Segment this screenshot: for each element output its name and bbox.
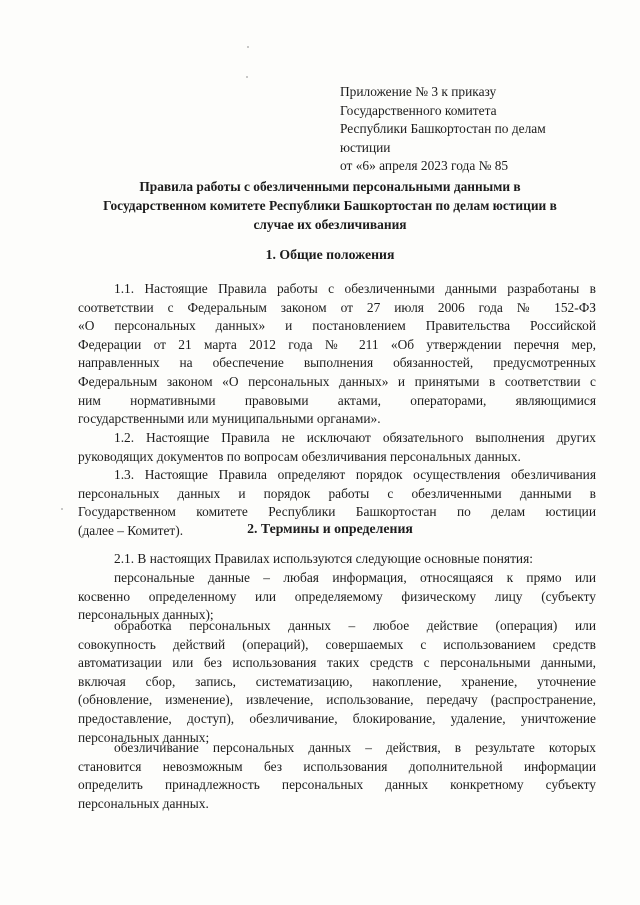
text-line: Федеральным законом «О персональных данных» и принятыми в соответствии с <box>78 373 596 389</box>
definition-processing <box>78 617 596 747</box>
text-line: персональных данных; <box>78 729 210 745</box>
text-line: персональных данных. <box>78 795 209 811</box>
appendix-line: Государственного комитета <box>340 102 497 118</box>
text-line: становится невозможным без использования дополнительной информации <box>78 758 596 774</box>
text-line: автоматизации или без использования таких средств с персональными данными, <box>78 655 596 671</box>
scan-speck <box>61 508 63 510</box>
appendix-line: Республики Башкортостан по делам <box>340 121 546 137</box>
text-line: предоставление, доступ), обезличивание, блокирование, удаление, уничтожение <box>78 710 596 726</box>
text-line: персональных данных и порядок работы с обезличенными данными в <box>78 485 596 501</box>
text-line: 2.1. В настоящих Правилах используются следующие основные понятия: <box>114 551 533 566</box>
appendix-line: Приложение № 3 к приказу <box>340 84 497 99</box>
text-line: включая сбор, запись, систематизацию, накопление, хранение, уточнение <box>78 673 596 689</box>
appendix-line: юстиции <box>340 139 391 155</box>
text-line: совокупность действий (операций), совершаемых с использованием средств <box>78 636 596 652</box>
text-line: косвенно определенному или определяемому физическому лицу (субъекту <box>78 588 596 604</box>
scan-speck <box>247 46 249 48</box>
text-line: руководящих документов по вопросам обезличивания персональных данных. <box>78 448 521 464</box>
text-line: ним нормативными правовыми актами, операторами, являющимися <box>78 392 596 408</box>
appendix-line: от «6» апреля 2023 года № 85 <box>340 158 509 174</box>
section-1-heading: 1. Общие положения <box>265 247 395 262</box>
text-line: соответствии с Федеральным законом от 27 июля 2006 года № 152-ФЗ <box>78 299 596 315</box>
text-line: направленных на обеспечение выполнения обязанностей, предусмотренных <box>78 355 596 371</box>
text-line: государственными или муниципальными органами». <box>78 411 381 427</box>
text-line: определить принадлежность персональных данных конкретному субъекту <box>78 777 596 793</box>
text-line: 1.3. Настоящие Правила определяют порядок осуществления обезличивания <box>114 467 596 482</box>
text-line: «О персональных данных» и постановлением Правительства Российской <box>78 318 596 334</box>
text-line: Государственном комитете Республики Башкортостан по делам юстиции <box>78 504 596 520</box>
text-line: Федерации от 21 марта 2012 года № 211 «Об утверждении перечня мер, <box>78 336 596 352</box>
appendix-header <box>340 83 600 176</box>
section-2-heading: 2. Термины и определения <box>247 521 413 536</box>
definition-anonymization <box>78 739 596 813</box>
title-line: случае их обезличивания <box>253 217 407 232</box>
text-line: обработка персональных данных – любое действие (операция) или <box>114 618 596 633</box>
text-line: (обновление, изменение), извлечение, использование, передачу (распространение, <box>78 692 596 708</box>
paragraph-1-2 <box>78 429 596 466</box>
text-line: 1.2. Настоящие Правила не исключают обязательного выполнения других <box>114 430 596 445</box>
text-line: персональные данные – любая информация, относящаяся к прямо или <box>114 570 596 585</box>
text-line: 1.1. Настоящие Правила работы с обезличенными данными разработаны в <box>114 281 596 296</box>
scan-speck <box>246 76 248 78</box>
paragraph-2-1 <box>78 550 596 569</box>
text-line: персональных данных); <box>78 607 214 623</box>
title-line: Государственном комитете Республики Башкортостан по делам юстиции в <box>103 198 557 213</box>
title-line: Правила работы с обезличенными персональными данными в <box>139 179 521 194</box>
document-title <box>70 177 590 234</box>
text-line: (далее – Комитет). <box>78 522 184 538</box>
paragraph-1-1 <box>78 280 596 429</box>
text-line: обезличивание персональных данных – действия, в результате которых <box>114 740 596 755</box>
